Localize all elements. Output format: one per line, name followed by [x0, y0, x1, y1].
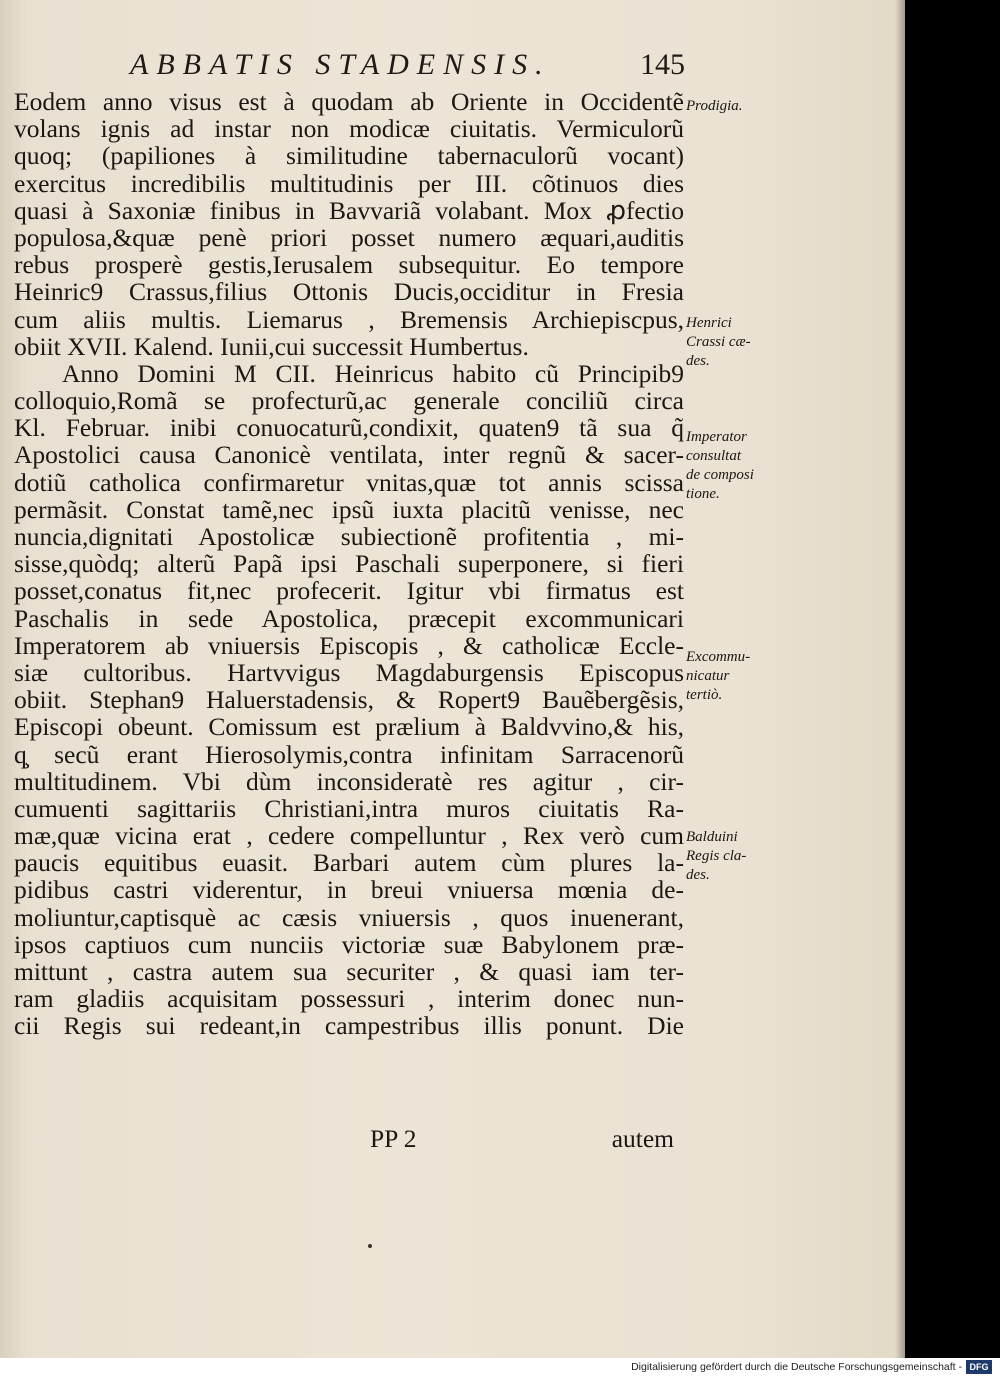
text-line: mittunt , castra autem sua securiter , & quasi iam ter- [14, 957, 684, 986]
text-line: ipsos captiuos cum nunciis victoriæ suæ Babylonem præ- [14, 929, 684, 959]
catchword: autem [611, 1124, 674, 1153]
text-line: cii Regis sui redeant,in campestribus illis ponunt. Die [14, 1011, 684, 1041]
text-line: populosa,&quæ penè priori posset numero æquari,auditis [14, 222, 684, 252]
text-line: Paschalis in sede Apostolica, præcepit excommunicari [14, 603, 684, 633]
marginal-line: nicatur [686, 668, 730, 684]
text-line: posset,conatus fit,nec profecerit. Igitur vbi firmatus est [14, 576, 684, 606]
text-line: paucis equitibus euasit. Barbari autem cùm plures la- [14, 848, 684, 878]
credit-text: Digitalisierung gefördert durch die Deutsche Forschungsgemeinschaft - [631, 1361, 962, 1373]
text-line: Apostolici causa Canonicè ventilata, inter regnũ & sacer- [14, 440, 684, 470]
text-line: Anno Domini M CII. Heinricus habito cũ Principib9 [62, 358, 684, 388]
marginal-note-imperator [686, 428, 796, 504]
text-line: quasi à Saxoniæ finibus in Bavvariã volabant. Mox ꝓfectio [14, 195, 684, 225]
marginal-note-excommunicatur [686, 648, 796, 705]
marginal-note-prodigia [686, 97, 796, 116]
text-line: ram gladiis acquisitam possessuri , interim donec nun- [14, 984, 684, 1014]
text-line: Eodem anno visus est à quodam ab Oriente in Occidentẽ [14, 87, 684, 116]
marginal-line: des. [686, 867, 710, 883]
main-text [14, 88, 684, 1040]
running-head: ABBATIS STADENSIS. [130, 48, 551, 81]
marginal-line: consultat [686, 448, 741, 464]
ink-speck [368, 1244, 372, 1248]
text-line: exercitus incredibilis multitudinis per III. cõtinuos dies [14, 168, 684, 198]
text-line: cumuenti sagittariis Christiani,intra muros ciuitatis Ra- [14, 793, 684, 823]
text-line: mæ,quæ vicina erat , cedere compelluntur , Rex verò cum [14, 821, 684, 851]
marginal-line: Regis cla- [686, 848, 747, 864]
text-line: permãsit. Constat tamẽ,nec ipsũ iuxta placitũ venisse, nec [14, 494, 684, 524]
text-line: obiit XVII. Kalend. Iunii,cui successit Humbertus. [14, 331, 529, 361]
marginal-line: Prodigia. [686, 98, 743, 114]
marginal-line: de composi [686, 467, 754, 483]
text-line: multitudinem. Vbi dùm inconsideratè res agitur , cir- [14, 766, 684, 796]
text-line: sisse,quòdq; alterũ Papã ipsi Paschali superponere, si fieri [14, 549, 684, 579]
dfg-logo: DFG [966, 1360, 992, 1374]
text-line: siæ cultoribus. Hartvvigus Magdaburgensis Episcopus [14, 657, 684, 687]
text-line: quoq; (papiliones à similitudine tabernaculorũ vocant) [14, 141, 684, 171]
marginal-line: Balduini [686, 829, 738, 845]
text-line: obiit. Stephan9 Haluerstadensis, & Ropert9 Bauẽbergẽsis, [14, 685, 684, 715]
page-footer [14, 1124, 674, 1154]
marginal-line: Henrici [686, 315, 732, 331]
marginal-line: Excommu- [686, 649, 751, 665]
text-line: pidibus castri viderentur, in breui vniuersa mœnia de- [14, 875, 684, 905]
text-line: colloquio,Romã se profecturũ,ac generale conciliũ circa [14, 386, 684, 416]
page-number: 145 [640, 48, 685, 81]
text-line: Heinric9 Crassus,filius Ottonis Ducis,occiditur in Fresia [14, 277, 684, 307]
text-line: Imperatorem ab vniuersis Episcopis , & catholicæ Eccle- [14, 630, 684, 660]
text-line: q̧ secũ erant Hierosolymis,contra infinitam Sarracenorũ [14, 739, 684, 769]
page-edge-shadow [895, 0, 907, 1358]
marginal-line: des. [686, 353, 710, 369]
marginal-note-balduini [686, 828, 796, 885]
marginal-line: tertiò. [686, 687, 723, 703]
text-line: moliuntur,captisquè ac cæsis vniuersis , quos inuenerant, [14, 902, 684, 932]
text-line: dotiũ catholica confirmaretur vnitas,quæ tot annis scissa [14, 467, 684, 497]
marginal-note-henrici-crassi [686, 314, 796, 371]
signature-mark: PP 2 [370, 1124, 417, 1153]
marginal-line: Crassi cæ- [686, 334, 751, 350]
text-line: Kl. Februar. inibi conuocaturũ,condixit, quaten9 tã sua q̃ [14, 413, 684, 443]
text-line: Episcopi obeunt. Comissum est prælium à Baldvvino,& his, [14, 712, 684, 742]
marginal-line: Imperator [686, 429, 747, 445]
marginal-line: tione. [686, 486, 720, 502]
text-line: volans ignis ad instar non modicæ ciuitatis. Vermiculorũ [14, 114, 684, 144]
text-line: nuncia,dignitati Apostolicæ subiectionẽ profitentia , mi- [14, 522, 684, 551]
text-line: cum aliis multis. Liemarus , Bremensis Archiepiscpus, [14, 304, 684, 334]
credit-bar [0, 1358, 1000, 1378]
text-line: rebus prosperè gestis,Ierusalem subsequitur. Eo tempore [14, 250, 684, 280]
